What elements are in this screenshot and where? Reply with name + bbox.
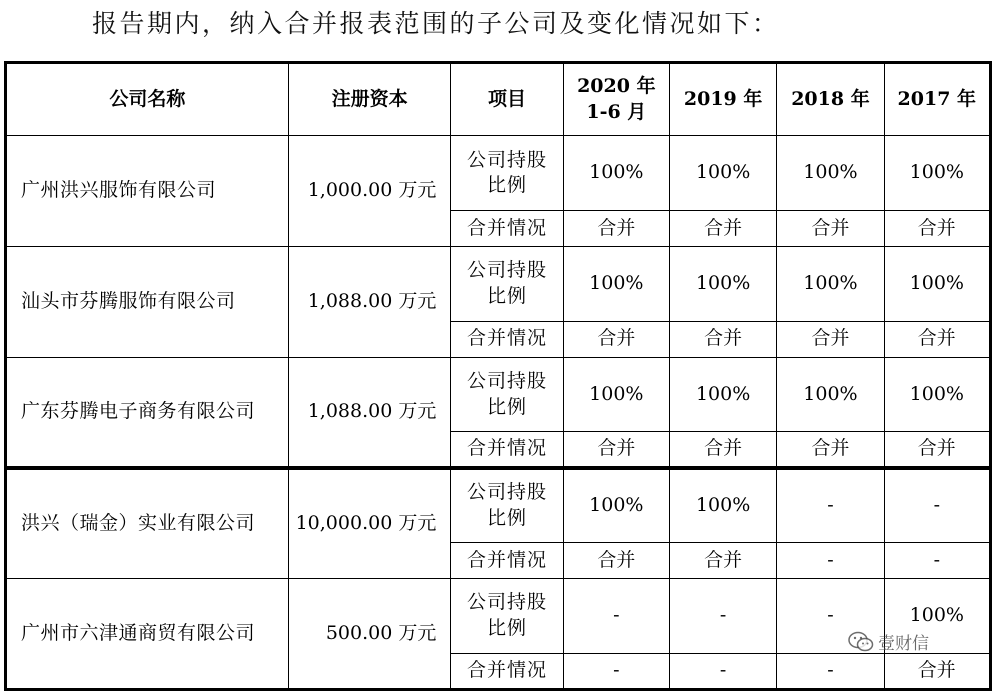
header-item: 项目 bbox=[451, 63, 563, 136]
value-cell: 100% bbox=[884, 357, 990, 431]
value-cell: 合并 bbox=[884, 653, 990, 689]
value-cell: - bbox=[563, 579, 669, 653]
table-header-row bbox=[6, 63, 991, 136]
company-name-cell: 广州市六津通商贸有限公司 bbox=[6, 579, 289, 690]
value-cell: 合并 bbox=[669, 432, 776, 468]
value-cell: 100% bbox=[777, 247, 884, 321]
item-ratio-line2: 比例 bbox=[487, 284, 528, 307]
value-cell: 100% bbox=[884, 247, 990, 321]
company-name-cell: 广东芬腾电子商务有限公司 bbox=[6, 357, 289, 468]
item-ratio-cell bbox=[451, 136, 563, 210]
value-cell: 合并 bbox=[669, 210, 776, 246]
value-cell: 合并 bbox=[884, 321, 990, 357]
value-cell: 合并 bbox=[777, 432, 884, 468]
watermark-text: 壹财信 bbox=[878, 634, 929, 654]
item-ratio-line1: 公司持股 bbox=[467, 481, 548, 504]
item-ratio-cell bbox=[451, 468, 563, 542]
item-ratio-line1: 公司持股 bbox=[467, 148, 548, 171]
value-cell: 合并 bbox=[563, 432, 669, 468]
value-cell: - bbox=[884, 468, 990, 542]
table-row-company-4-ratio bbox=[6, 468, 991, 542]
table-row-company-1-ratio bbox=[6, 136, 991, 210]
value-cell: 100% bbox=[777, 136, 884, 210]
item-ratio-line1: 公司持股 bbox=[467, 591, 548, 614]
value-cell: 100% bbox=[669, 136, 776, 210]
registered-capital-cell: 10,000.00 万元 bbox=[288, 468, 450, 579]
value-cell: 合并 bbox=[777, 321, 884, 357]
value-cell: 合并 bbox=[884, 432, 990, 468]
value-cell: 合并 bbox=[669, 321, 776, 357]
registered-capital-cell: 500.00 万元 bbox=[288, 579, 450, 690]
item-ratio-line2: 比例 bbox=[487, 395, 528, 418]
registered-capital-cell: 1,088.00 万元 bbox=[288, 357, 450, 468]
item-merge-cell: 合并情况 bbox=[451, 432, 563, 468]
value-cell: - bbox=[563, 653, 669, 689]
item-ratio-line1: 公司持股 bbox=[467, 259, 548, 282]
value-cell: 100% bbox=[884, 136, 990, 210]
company-name-cell: 洪兴（瑞金）实业有限公司 bbox=[6, 468, 289, 579]
value-cell: 100% bbox=[563, 468, 669, 542]
registered-capital-cell: 1,000.00 万元 bbox=[288, 136, 450, 247]
value-cell: - bbox=[884, 542, 990, 578]
item-ratio-line2: 比例 bbox=[487, 507, 528, 529]
header-2020-line2: 1-6 月 bbox=[586, 100, 647, 123]
item-merge-cell: 合并情况 bbox=[451, 653, 563, 689]
value-cell: 合并 bbox=[669, 542, 776, 578]
header-2020-h1 bbox=[563, 63, 669, 136]
value-cell: - bbox=[777, 579, 884, 653]
table-row-company-3-ratio bbox=[6, 357, 991, 431]
value-cell: - bbox=[669, 579, 776, 653]
value-cell: 100% bbox=[563, 247, 669, 321]
table-row-company-2-ratio bbox=[6, 247, 991, 321]
item-merge-cell: 合并情况 bbox=[451, 542, 563, 578]
item-ratio-line2: 比例 bbox=[487, 616, 528, 639]
subsidiary-table bbox=[4, 61, 992, 691]
item-merge-cell: 合并情况 bbox=[451, 210, 563, 246]
header-2019: 2019 年 bbox=[669, 63, 776, 136]
header-registered-capital: 注册资本 bbox=[288, 63, 450, 136]
intro-text: 报告期内，纳入合并报表范围的子公司及变化情况如下： bbox=[92, 9, 780, 38]
wechat-icon bbox=[848, 631, 874, 653]
item-ratio-cell bbox=[451, 579, 563, 653]
value-cell: 合并 bbox=[563, 321, 669, 357]
item-ratio-cell bbox=[451, 247, 563, 321]
value-cell: - bbox=[777, 468, 884, 542]
subsidiary-table-wrapper bbox=[4, 61, 992, 691]
value-cell: 100% bbox=[777, 357, 884, 431]
company-name-cell: 汕头市芬腾服饰有限公司 bbox=[6, 247, 289, 358]
value-cell: - bbox=[777, 653, 884, 689]
company-name-cell: 广州洪兴服饰有限公司 bbox=[6, 136, 289, 247]
header-company-name: 公司名称 bbox=[6, 63, 289, 136]
value-cell: 合并 bbox=[884, 210, 990, 246]
value-cell: 100% bbox=[669, 357, 776, 431]
value-cell: 100% bbox=[669, 247, 776, 321]
value-cell: 合并 bbox=[563, 542, 669, 578]
value-cell: 100% bbox=[563, 136, 669, 210]
item-ratio-line1: 公司持股 bbox=[467, 369, 548, 392]
value-cell: - bbox=[669, 653, 776, 689]
watermark bbox=[848, 629, 929, 654]
value-cell: 合并 bbox=[777, 210, 884, 246]
item-ratio-cell bbox=[451, 357, 563, 431]
value-cell: 合并 bbox=[563, 210, 669, 246]
value-cell: 100% bbox=[884, 579, 990, 653]
item-merge-cell: 合并情况 bbox=[451, 321, 563, 357]
header-2018: 2018 年 bbox=[777, 63, 884, 136]
item-ratio-line2: 比例 bbox=[487, 174, 528, 197]
header-2017: 2017 年 bbox=[884, 63, 990, 136]
value-cell: 100% bbox=[563, 357, 669, 431]
value-cell: 100% bbox=[669, 468, 776, 542]
registered-capital-cell: 1,088.00 万元 bbox=[288, 247, 450, 358]
value-cell: - bbox=[777, 542, 884, 578]
table-row-company-5-ratio bbox=[6, 579, 991, 653]
header-2020-line1: 2020 年 bbox=[577, 75, 656, 98]
